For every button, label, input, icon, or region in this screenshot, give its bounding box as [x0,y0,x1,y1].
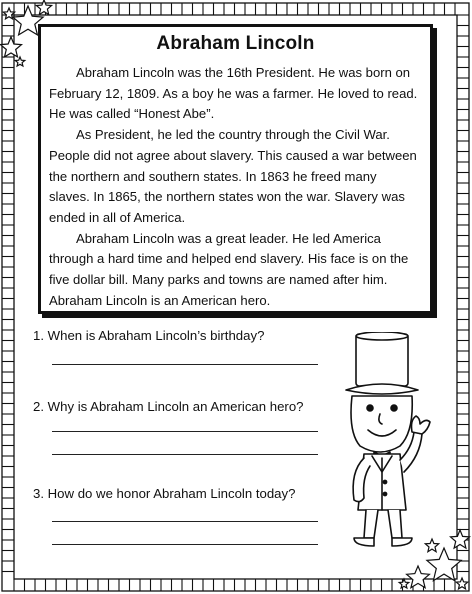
question-2: 2. Why is Abraham Lincoln an American hero? [33,399,304,414]
answer-line-2b[interactable] [52,454,318,455]
question-1: 1. When is Abraham Lincoln’s birthday? [33,328,265,343]
passage-line: Abraham Lincoln is an American hero. [49,292,271,308]
passage-line: People did not agree about slavery. This caused a war between [49,147,417,163]
passage-line: slaves. In 1865, the northern states won the war. Slavery was [49,189,405,205]
passage-line: As President, he led the country through the Civil War. [76,127,390,143]
passage-line: five dollar bill. Many parks and towns are named after him. [49,272,388,288]
passage-line: through a hard time and helped end slavery. His face is on the [49,251,409,267]
passage-line: the northern and southern states. In 1863 he freed many [49,168,377,184]
reading-passage-box [38,24,433,314]
lincoln-cartoon-icon [340,332,440,552]
passage-line: February 12, 1809. As a boy he was a farmer. He loved to read. [49,85,418,101]
passage-text [49,63,427,311]
answer-line-3b[interactable] [52,544,318,545]
answer-line-1[interactable] [52,364,318,365]
passage-line: He was called “Honest Abe”. [49,106,215,122]
question-3: 3. How do we honor Abraham Lincoln today? [33,486,296,501]
passage-line: Abraham Lincoln was a great leader. He led America [76,230,381,246]
page-title: Abraham Lincoln [156,33,315,54]
passage-line: ended in all of America. [49,209,186,225]
answer-line-3a[interactable] [52,521,318,522]
passage-line: Abraham Lincoln was the 16th President. He was born on [76,65,411,80]
answer-line-2a[interactable] [52,431,318,432]
